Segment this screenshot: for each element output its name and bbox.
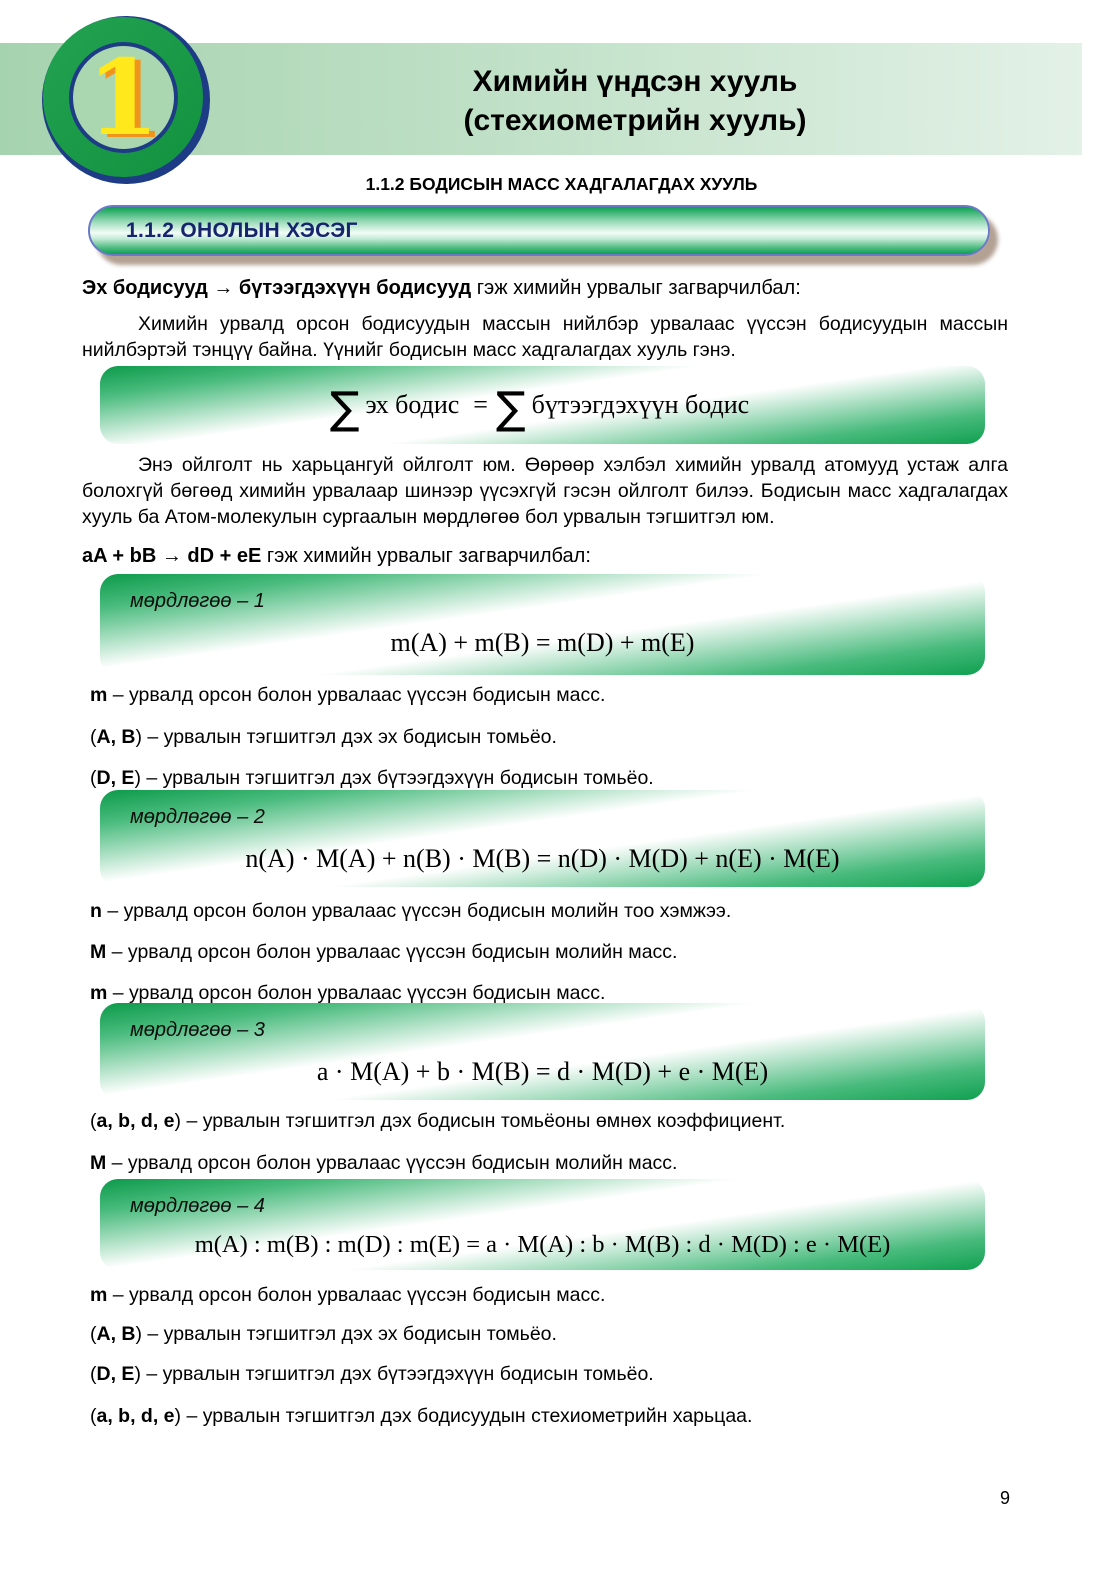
definition-line: m – урвалд орсон болон урвалаас үүссэн бодисын масс. xyxy=(90,1284,606,1306)
rule-box-3 xyxy=(100,1003,985,1100)
definition-line: M – урвалд орсон болон урвалаас үүссэн бодисын молийн масс. xyxy=(90,941,678,963)
rule-4-formula: m(A) : m(B) : m(D) : m(E) = a · M(A) : b · M(B) : d · M(D) : e · M(E) xyxy=(194,1231,891,1258)
definition-line: m – урвалд орсон болон урвалаас үүссэн бодисын масс. xyxy=(90,684,606,706)
sigma-icon: ∑ xyxy=(495,383,526,434)
chapter-title xyxy=(230,62,1040,140)
page-number: 9 xyxy=(999,1488,1010,1508)
equals-sign: = xyxy=(473,390,488,419)
rule-box-1 xyxy=(100,574,985,675)
rule-1-formula: m(A) + m(B) = m(D) + m(E) xyxy=(390,628,695,657)
theory-section-banner xyxy=(88,205,990,256)
section-heading: 1.1.2 БОДИСЫН МАСС ХАДГАЛАГДАХ ХУУЛЬ xyxy=(365,174,758,194)
sigma-icon: ∑ xyxy=(329,383,360,434)
definition-line: (D, E) – урвалын тэгшитгэл дэх бүтээгдэхүүн бодисын томьёо. xyxy=(90,1363,654,1385)
chapter-title-line1: Химийн үндсэн хууль xyxy=(472,65,798,98)
definition-line: (a, b, d, e) – урвалын тэгшитгэл дэх бодисын томьёоны өмнөх коэффициент. xyxy=(90,1110,786,1132)
lead-sentence xyxy=(82,277,801,300)
chapter-number: 1 xyxy=(86,36,160,159)
definition-line: M – урвалд орсон болон урвалаас үүссэн бодисын молийн масс. xyxy=(90,1152,678,1174)
theory-banner-label: 1.1.2 ОНОЛЫН ХЭСЭГ xyxy=(126,218,358,242)
definition-line: (D, E) – урвалын тэгшитгэл дэх бүтээгдэхүүн бодисын томьёо. xyxy=(90,767,654,789)
chapter-number-badge xyxy=(42,16,210,184)
rule-box-4 xyxy=(100,1179,985,1270)
rule-3-label: мөрдлөгөө – 3 xyxy=(130,1019,265,1041)
paragraph-relative-concept: Энэ ойлголт нь харьцангуй ойлголт юм. Өөрөөр хэлбэл химийн урвалд атомууд устаж алга болохгүй бөгөөд химийн урвалаар шинээр үүсэхгүй гэсэн ойлголт билээ. Бодисын масс хадгалагдах хууль ба Атом-молекулын сургаалын мөрдлөгөө бол урвалын тэгшитгэл юм. xyxy=(82,454,1008,528)
model-sentence-bold: aA + bB → dD + eE xyxy=(82,545,262,567)
rule-3-formula: a · M(A) + b · M(B) = d · M(D) + e · M(E) xyxy=(316,1057,769,1086)
definition-line: (A, B) – урвалын тэгшитгэл дэх эх бодисын томьёо. xyxy=(90,1323,557,1345)
definition-line: (a, b, d, e) – урвалын тэгшитгэл дэх бодисуудын стехиометрийн харьцаа. xyxy=(90,1405,753,1427)
paragraph-mass-law: Химийн урвалд орсон бодисуудын массын нийлбэр урвалаас үүссэн бодисуудын массын нийлбэртэй тэнцүү байна. Үүнийг бодисын масс хадгалагдах хууль гэнэ. xyxy=(82,313,1008,361)
sum-left-text: эх бодис xyxy=(365,390,460,419)
rule-2-label: мөрдлөгөө – 2 xyxy=(130,806,265,828)
model-sentence xyxy=(82,545,591,568)
chapter-title-line2: (стехиометрийн хууль) xyxy=(463,104,807,137)
sum-right-text: бүтээгдэхүүн бодис xyxy=(531,390,750,419)
definition-line: n – урвалд орсон болон урвалаас үүссэн бодисын молийн тоо хэмжээ. xyxy=(90,900,732,922)
lead-sentence-bold: Эх бодисууд → бүтээгдэхүүн бодисууд xyxy=(82,277,472,299)
rule-1-label: мөрдлөгөө – 1 xyxy=(130,590,265,612)
sum-formula xyxy=(329,383,755,434)
definition-line: m – урвалд орсон болон урвалаас үүссэн бодисын масс. xyxy=(90,982,606,1004)
definition-line: (A, B) – урвалын тэгшитгэл дэх эх бодисын томьёо. xyxy=(90,726,557,748)
rule-4-label: мөрдлөгөө – 4 xyxy=(130,1195,265,1217)
lead-sentence-rest: гэж химийн урвалыг загварчилбал: xyxy=(471,277,801,299)
sum-formula-box xyxy=(100,366,985,444)
rule-2-formula: n(A) · M(A) + n(B) · M(B) = n(D) · M(D) + n(E) · M(E) xyxy=(245,844,840,873)
model-sentence-rest: гэж химийн урвалыг загварчилбал: xyxy=(261,545,591,567)
rule-box-2 xyxy=(100,790,985,887)
